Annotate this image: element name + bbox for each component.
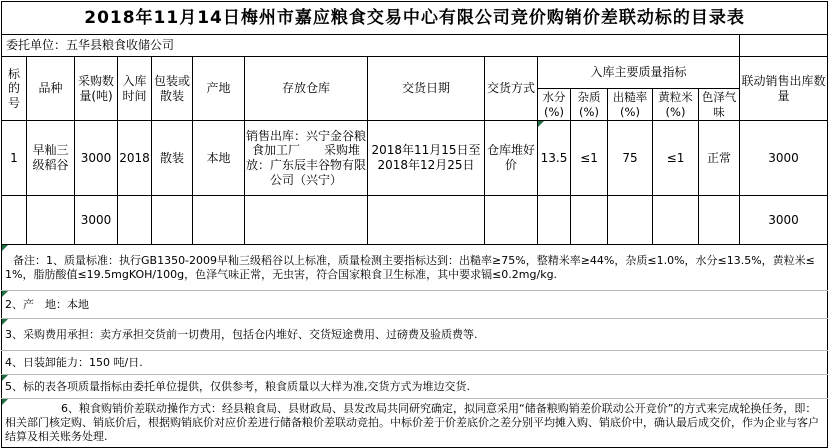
col-header-packing[interactable]: 包装或散装 (152, 57, 193, 121)
col-header-impurity[interactable]: 杂质(%) (571, 89, 608, 121)
table-cell[interactable] (368, 196, 485, 245)
cell-variety[interactable]: 早籼三级稻谷 (27, 121, 75, 196)
note-text: 备注：1、质量标准：执行GB1350-2009早籼三级稻谷以上标准，质量检测主要指标达到：出糙率≥75%，整精米率≥44%，杂质≤1.0%，水分≤13.5%，黄粒米≤1%，脂肪酸值≤19.5mgKOH/100g，色泽气味正常，无虫害，符合国家粮食卫生标准，其中要求镉≤0.2mg/kg. (5, 253, 815, 281)
cell-moisture-value: 13.5 (540, 150, 568, 165)
note-origin[interactable] (2, 291, 828, 319)
cell-impurity[interactable]: ≤1 (571, 121, 608, 196)
table-cell[interactable] (608, 196, 653, 245)
cell-brown-rice-rate[interactable]: 75 (608, 121, 653, 196)
table-cell[interactable] (118, 196, 152, 245)
cell-corner-flag-icon (2, 319, 8, 325)
table-cell[interactable] (193, 196, 245, 245)
col-header-variety[interactable]: 品种 (27, 57, 75, 121)
col-header-brown-rice-rate[interactable]: 出糙率(%) (608, 89, 653, 121)
col-header-storage-year[interactable]: 入库时间 (118, 57, 152, 121)
col-header-moisture[interactable]: 水分(%) (538, 89, 571, 121)
note-text: 4、日装卸能力：150 吨/日. (5, 355, 143, 369)
table-cell[interactable] (2, 196, 27, 245)
cell-corner-flag-icon (2, 399, 8, 405)
table-cell[interactable] (740, 35, 828, 57)
note-text: 6、粮食购销价差联动操作方式：经县粮食局、县财政局、县发改局共同研究确定，拟同意采用“储备粮购销差价联动公开竞价”的方式来完成轮换任务，即：相关部门核定购、销底价后，根据购销底价对应价差进行储备粮价差联动竞拍。中标价差于价差底价之差分别平均摊入购、销底价中，确认最后成交价，作为企业与客户结算及相关账务处理. (5, 402, 819, 443)
cell-corner-flag-icon (2, 245, 8, 251)
note-linkage-method[interactable] (2, 399, 828, 448)
cell-delivery-method[interactable]: 仓库堆好价 (485, 121, 538, 196)
table-cell[interactable] (571, 196, 608, 245)
table-cell[interactable] (538, 196, 571, 245)
note-text: 2、产 地：本地 (5, 297, 89, 311)
note-line (2, 375, 828, 399)
col-header-purchase-qty[interactable]: 采购数量(吨) (75, 57, 118, 121)
note-text: 3、采购费用承担：卖方承担交货前一切费用，包括仓内堆好、交货短途费用、过磅费及验质费等. (5, 327, 478, 341)
cell-purchase-qty[interactable]: 3000 (75, 121, 118, 196)
col-header-bid-no[interactable]: 标的号 (2, 57, 27, 121)
cell-total-linked-qty[interactable]: 3000 (740, 196, 828, 245)
note-line (2, 291, 828, 319)
col-header-delivery-method[interactable]: 交货方式 (485, 57, 538, 121)
cell-corner-flag-icon (2, 375, 8, 381)
note-quality-reference[interactable] (2, 375, 828, 399)
catalog-table (1, 1, 828, 448)
cell-corner-flag-icon (538, 121, 544, 127)
cell-storage-year[interactable]: 2018 (118, 121, 152, 196)
cell-linked-qty[interactable]: 3000 (740, 121, 828, 196)
col-header-yellow-grain[interactable]: 黄粒米(%) (653, 89, 699, 121)
col-header-linked-qty[interactable]: 联动销售出库数量 (740, 57, 828, 121)
table-cell[interactable] (653, 196, 699, 245)
cell-origin[interactable]: 本地 (193, 121, 245, 196)
col-header-quality-group[interactable]: 入库主要质量指标 (538, 57, 740, 89)
cell-yellow-grain[interactable]: ≤1 (653, 121, 699, 196)
col-header-warehouse[interactable]: 存放仓库 (245, 57, 368, 121)
page-title: 2018年11月14日梅州市嘉应粮食交易中心有限公司竞价购销价差联动标的目录表 (2, 2, 828, 35)
table-cell[interactable] (245, 196, 368, 245)
table-cell[interactable] (27, 196, 75, 245)
cell-warehouse[interactable]: 销售出库：兴宁金谷粮食加工厂 采购堆放：广东辰丰谷物有限公司（兴宁） (245, 121, 368, 196)
note-purchase-fees[interactable] (2, 319, 828, 351)
cell-packing[interactable]: 散装 (152, 121, 193, 196)
cell-corner-flag-icon (2, 291, 8, 297)
cell-delivery-date[interactable]: 2018年11月15日至2018年12月25日 (368, 121, 485, 196)
table-row (2, 121, 828, 196)
cell-total-purchase-qty[interactable]: 3000 (75, 196, 118, 245)
cell-color-odor[interactable]: 正常 (699, 121, 740, 196)
note-line (2, 399, 828, 448)
note-line (2, 351, 828, 375)
consignor-cell[interactable]: 委托单位：五华县粮食收储公司 (2, 35, 740, 57)
note-quality-standard[interactable] (2, 245, 828, 291)
cell-bid-no[interactable]: 1 (2, 121, 27, 196)
table-cell[interactable] (699, 196, 740, 245)
note-line (2, 319, 828, 351)
note-loading-capacity[interactable] (2, 351, 828, 375)
note-text: 5、标的表各项质量指标由委托单位提供，仅供参考，粮食质量以大样为准,交货方式为堆边交货. (5, 379, 470, 393)
col-header-origin[interactable]: 产地 (193, 57, 245, 121)
col-header-delivery-date[interactable]: 交货日期 (368, 57, 485, 121)
table-row (2, 196, 828, 245)
table-cell[interactable] (152, 196, 193, 245)
cell-moisture[interactable] (538, 121, 571, 196)
col-header-color-odor[interactable]: 色泽气味 (699, 89, 740, 121)
note-line (2, 245, 828, 291)
table-cell[interactable] (485, 196, 538, 245)
